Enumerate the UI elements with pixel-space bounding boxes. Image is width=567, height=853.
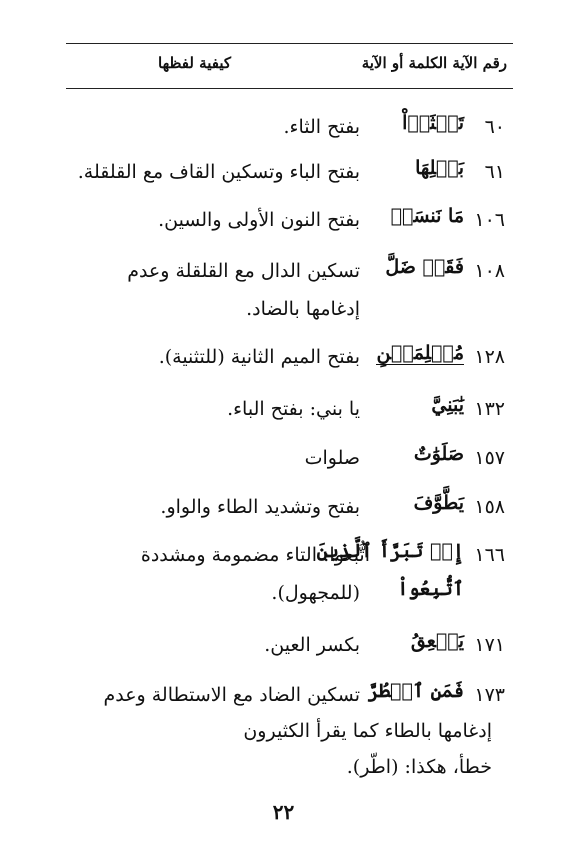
pronunciation-note: تسكين الدال مع القلقلة وعدم xyxy=(127,260,360,282)
pronunciation-note-continued: إدغامها بالضاد. xyxy=(246,298,360,320)
verse-number: ١٢٨ xyxy=(474,346,505,368)
pronunciation-note: اتُّبعوا: التاء مضمومة ومشددة xyxy=(140,544,370,566)
verse-number: ٦٠ xyxy=(484,116,505,138)
quran-word: يَطَّوَّفَ xyxy=(413,492,464,514)
pronunciation-note: بفتح النون الأولى والسين. xyxy=(158,209,360,231)
verse-number: ١٧٣ xyxy=(474,684,505,706)
pronunciation-note: تسكين الضاد مع الاستطالة وعدم xyxy=(103,684,360,706)
quran-word: فَقَدۡ ضَلَّ xyxy=(385,256,464,278)
pronunciation-note: بفتح وتشديد الطاء والواو. xyxy=(160,496,360,518)
quran-word: تَعۡثَوۡاْ xyxy=(402,112,464,134)
quran-word: مُسۡلِمَيۡنِ xyxy=(376,342,464,364)
quran-word: إِذۡ تَبَرَّأَ ٱلَّذِينَ xyxy=(316,540,464,562)
top-rule xyxy=(66,43,513,44)
header-reference-column: رقم الآية الكلمة أو الآية xyxy=(361,54,507,72)
page-number: ٢٢ xyxy=(272,800,295,824)
verse-number: ١٠٦ xyxy=(474,209,505,231)
pronunciation-note: صلوات xyxy=(304,447,360,469)
verse-number: ١٥٧ xyxy=(474,447,505,469)
quran-word: يَنۡعِقُ xyxy=(410,630,464,652)
pronunciation-note-continued: خطأ، هكذا: (اطّر). xyxy=(346,756,492,778)
verse-number: ١٠٨ xyxy=(474,260,505,282)
header-rule xyxy=(66,88,513,89)
pronunciation-note: بفتح الميم الثانية (للتثنية). xyxy=(158,346,360,368)
quran-word: يَٰبَنِيَّ xyxy=(431,394,464,416)
header-pronunciation-column: كيفية لفظها xyxy=(158,54,231,72)
verse-number: ١٦٦ xyxy=(474,544,505,566)
pronunciation-note: يا بني: بفتح الباء. xyxy=(227,398,360,420)
verse-number: ٦١ xyxy=(484,161,505,183)
quran-word: فَمَنِ ٱضۡطُرَّ xyxy=(367,680,464,702)
pronunciation-note-continued: إدغامها بالطاء كما يقرأ الكثيرون xyxy=(243,720,492,742)
pronunciation-note-continued: (للمجهول). xyxy=(271,582,360,604)
pronunciation-note: بفتح الباء وتسكين القاف مع القلقلة. xyxy=(77,161,360,183)
quran-word-continued: ٱتُّبِعُواْ xyxy=(397,578,464,600)
verse-number: ١٧١ xyxy=(474,634,505,656)
quran-word: بَقۡلِهَا xyxy=(415,157,464,179)
verse-number: ١٥٨ xyxy=(474,496,505,518)
quran-word: صَلَوَٰتٌ xyxy=(413,443,464,465)
quran-word: مَا نَنسَخۡ xyxy=(390,205,464,227)
pronunciation-note: بكسر العين. xyxy=(264,634,360,656)
verse-number: ١٣٢ xyxy=(474,398,505,420)
pronunciation-note: بفتح الثاء. xyxy=(283,116,360,138)
